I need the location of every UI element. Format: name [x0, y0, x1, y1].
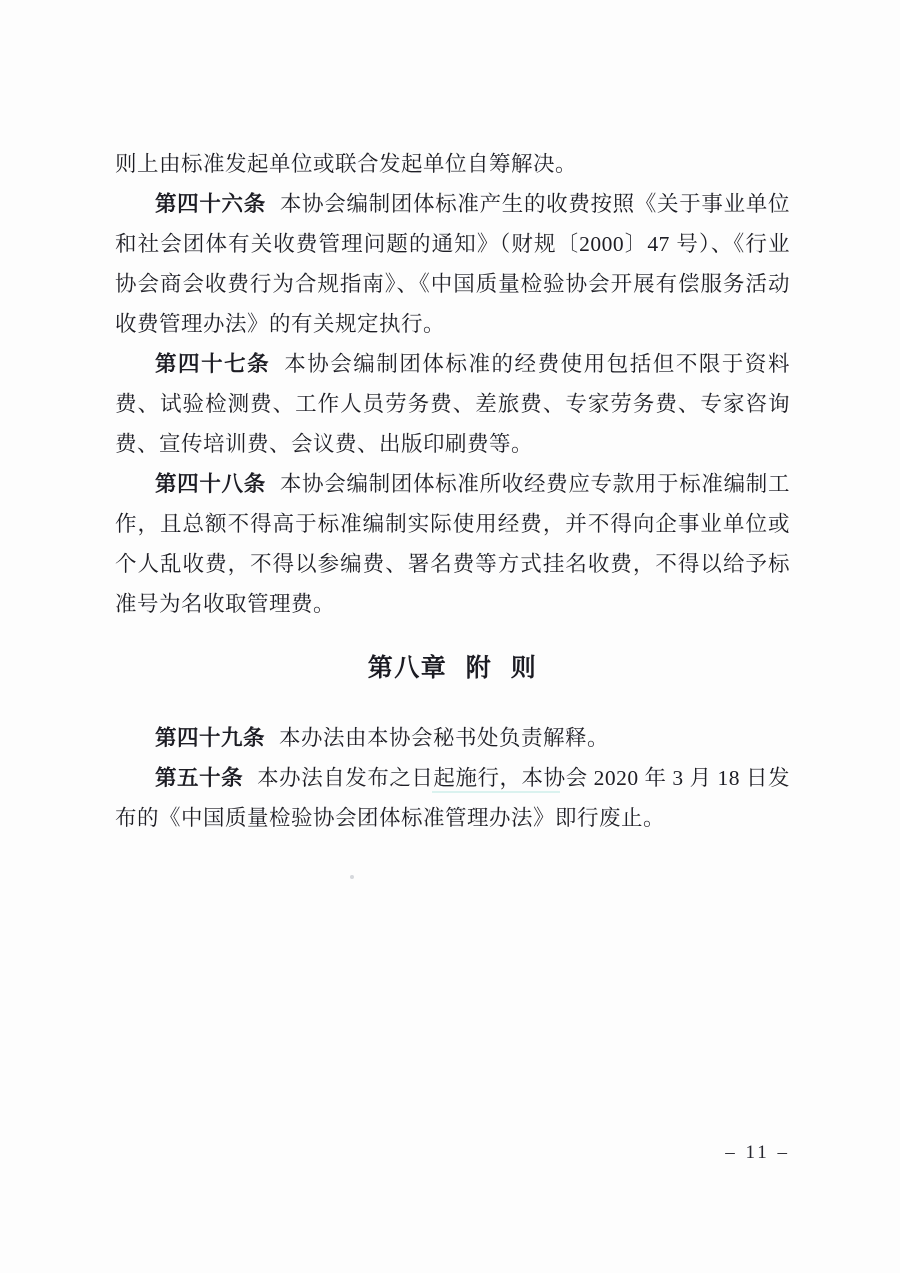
article-48-number: 第四十八条	[155, 472, 266, 496]
article-47-text: 本协会编制团体标准的经费使用包括但不限于资料费、试验检测费、工作人员劳务费、差旅费、专家劳务费、专家咨询费、宣传培训费、会议费、出版印刷费等。	[115, 352, 790, 456]
paragraph-article-49	[115, 718, 790, 758]
article-46-text: 本协会编制团体标准产生的收费按照《关于事业单位和社会团体有关收费管理问题的通知》（财规〔2000〕47 号）、《行业协会商会收费行为合规指南》、《中国质量检验协会开展有偿服务活动收费管理办法》的有关规定执行。	[115, 192, 790, 336]
article-47-number: 第四十七条	[155, 352, 271, 376]
article-50-text: 本办法自发布之日起施行，本协会 2020 年 3 月 18 日发布的《中国质量检验协会团体标准管理办法》即行废止。	[115, 766, 790, 830]
paragraph-article-46	[115, 184, 790, 344]
document-body	[115, 144, 790, 838]
article-49-text: 本办法由本协会秘书处负责解释。	[279, 726, 610, 750]
scan-artifact-streak	[432, 791, 560, 793]
chapter-heading: 第八章 附 则	[367, 654, 538, 682]
article-48-text: 本协会编制团体标准所收经费应专款用于标准编制工作，且总额不得高于标准编制实际使用经费，并不得向企事业单位或个人乱收费，不得以参编费、署名费等方式挂名收费，不得以给予标准号为名收取管理费。	[115, 472, 790, 616]
article-50-number: 第五十条	[155, 766, 244, 790]
paragraph-text: 则上由标准发起单位或联合发起单位自筹解决。	[115, 152, 578, 176]
paragraph-article-48	[115, 464, 790, 624]
paragraph-article-50	[115, 758, 790, 838]
article-46-number: 第四十六条	[155, 192, 266, 216]
paragraph-continuation	[115, 144, 790, 184]
page-number: – 11 –	[725, 1142, 790, 1163]
article-49-number: 第四十九条	[155, 726, 266, 750]
scan-artifact-dot	[350, 875, 354, 879]
paragraph-article-47	[115, 344, 790, 464]
